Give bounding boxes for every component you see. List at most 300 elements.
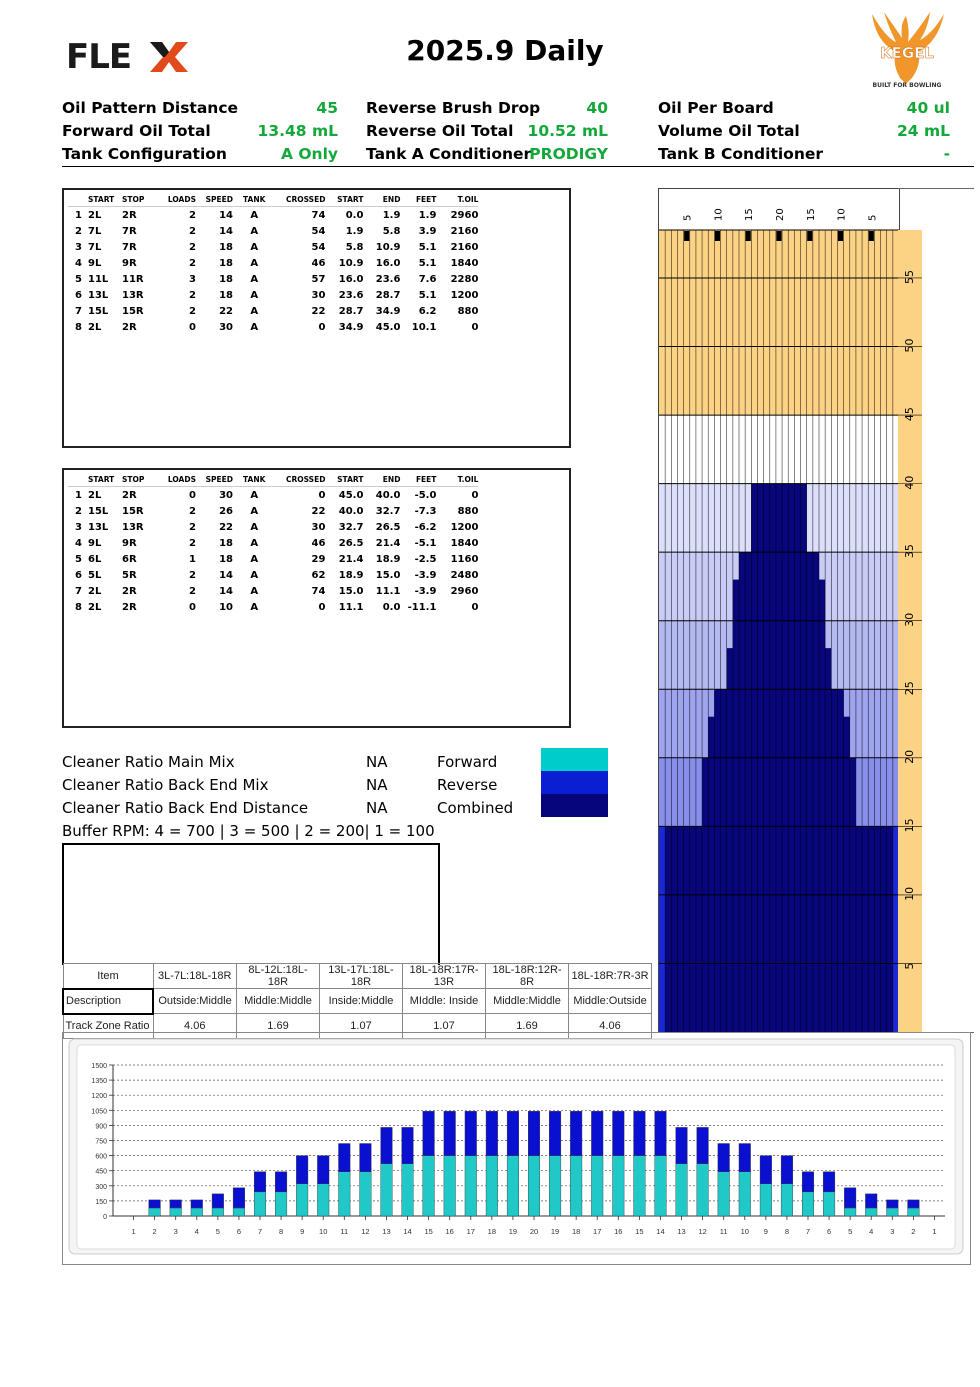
load-cell: 1200 — [450, 289, 479, 301]
load-cell: 3 — [75, 241, 82, 253]
load-row — [68, 535, 478, 551]
load-cell: 5.8 — [345, 241, 364, 253]
load-cell: 21.4 — [375, 537, 401, 549]
load-cell: 5.1 — [418, 241, 437, 253]
load-cell: 0 — [318, 489, 326, 501]
bar-segment — [570, 1156, 582, 1216]
load-cell: -11.1 — [407, 601, 437, 613]
bar-segment — [570, 1111, 582, 1155]
load-cell: 0 — [318, 321, 326, 333]
distance-label: 50 — [903, 338, 916, 353]
legend-combined-swatch — [541, 794, 608, 817]
bar-segment — [381, 1164, 393, 1216]
load-cell: -2.5 — [414, 553, 437, 565]
x-tick-label: 6 — [236, 1227, 242, 1236]
cleaner-main-mix-label: Cleaner Ratio Main Mix — [62, 753, 235, 771]
load-cell: 0 — [189, 321, 196, 333]
load-cell: 74 — [311, 209, 326, 221]
load-cell: 1 — [189, 553, 196, 565]
load-cell: A — [250, 273, 259, 285]
load-cell: 1160 — [450, 553, 479, 565]
bar-segment — [296, 1156, 308, 1184]
board-number: 10 — [713, 208, 725, 221]
summary-label: Reverse Oil Total — [366, 122, 514, 140]
load-cell: 880 — [457, 505, 479, 517]
target-arrow — [838, 231, 843, 241]
column-header: LOADS — [156, 473, 196, 487]
load-cell: 15.0 — [375, 569, 401, 581]
load-cell: 2 — [75, 505, 82, 517]
x-tick-label: 16 — [614, 1227, 623, 1236]
load-cell: 0.0 — [345, 209, 364, 221]
cleaner-back-end-mix-value: NA — [366, 776, 388, 794]
bar-segment — [423, 1111, 435, 1155]
board-number: 5 — [867, 214, 879, 221]
x-tick-label: 3 — [890, 1227, 895, 1236]
legend-reverse-label: Reverse — [437, 776, 498, 794]
x-tick-label: 10 — [740, 1227, 749, 1236]
load-cell: 54 — [311, 241, 326, 253]
load-cell: 6.2 — [418, 305, 437, 317]
load-cell: 1 — [75, 489, 82, 501]
load-row — [68, 239, 478, 255]
distance-label: 45 — [903, 407, 916, 422]
track-zone-header: 8L-12L:18L-18R — [237, 964, 320, 989]
load-cell: 18 — [219, 273, 233, 285]
x-tick-label: 4 — [869, 1227, 874, 1236]
summary-label: Forward Oil Total — [62, 122, 211, 140]
load-cell: A — [250, 553, 259, 565]
x-tick-label: 8 — [784, 1227, 790, 1236]
load-cell: 1840 — [450, 537, 479, 549]
load-cell: 45.0 — [375, 321, 401, 333]
bar-segment — [275, 1192, 287, 1216]
target-arrow — [715, 231, 720, 241]
load-cell: 30 — [219, 321, 233, 333]
bar-segment — [760, 1184, 772, 1216]
load-cell: 5.8 — [382, 225, 401, 237]
load-cell: 30 — [219, 489, 233, 501]
load-row — [68, 487, 478, 504]
load-cell: A — [250, 537, 259, 549]
summary-value: 40 ul — [906, 99, 950, 117]
x-tick-label: 18 — [571, 1227, 581, 1236]
load-cell: 8 — [75, 321, 82, 333]
track-zone-description: Outside:Middle — [153, 989, 237, 1014]
bar-segment — [676, 1127, 688, 1163]
bar-segment — [718, 1172, 730, 1216]
load-cell: 2L — [88, 209, 102, 221]
load-cell: -5.1 — [414, 537, 437, 549]
load-cell: 5L — [88, 569, 102, 581]
load-cell: A — [250, 257, 259, 269]
distance-label: 5 — [903, 962, 916, 970]
column-header: T.OIL — [436, 473, 478, 487]
load-cell: 18 — [219, 257, 233, 269]
cleaner-main-mix-value: NA — [366, 753, 388, 771]
bar-segment — [212, 1208, 224, 1216]
bar-segment — [191, 1208, 203, 1216]
load-cell: 13L — [88, 521, 109, 533]
x-tick-label: 1 — [131, 1227, 136, 1236]
x-tick-label: 5 — [215, 1227, 220, 1236]
track-zone-ratio: 1.07 — [320, 1014, 403, 1039]
load-cell: 16.0 — [338, 273, 364, 285]
summary-label: Oil Pattern Distance — [62, 99, 239, 117]
load-cell: 7 — [75, 585, 82, 597]
bar-segment — [697, 1127, 709, 1163]
bar-segment — [591, 1111, 603, 1155]
summary-label: Oil Per Board — [658, 99, 774, 117]
distance-label: 20 — [903, 749, 916, 764]
load-cell: 6 — [75, 289, 82, 301]
load-cell: 46 — [311, 537, 326, 549]
column-header: STOP — [118, 473, 156, 487]
load-cell: 1.9 — [345, 225, 364, 237]
x-tick-label: 8 — [278, 1227, 284, 1236]
load-cell: 2 — [189, 505, 196, 517]
load-cell: 10 — [219, 601, 233, 613]
bar-segment — [254, 1172, 266, 1192]
load-row — [68, 223, 478, 239]
bar-segment — [781, 1184, 793, 1216]
bar-segment — [317, 1156, 329, 1184]
load-cell: 34.9 — [338, 321, 364, 333]
load-row — [68, 287, 478, 303]
bar-segment — [465, 1111, 477, 1155]
track-zone-description: Middle:Outside — [569, 989, 652, 1014]
load-cell: 9L — [88, 537, 102, 549]
x-tick-label: 16 — [445, 1227, 454, 1236]
bar-segment — [865, 1194, 877, 1208]
track-zone-description: MIddle: Inside — [403, 989, 486, 1014]
load-cell: 2L — [88, 321, 102, 333]
load-cell: -3.9 — [414, 569, 437, 581]
load-cell: 6L — [88, 553, 102, 565]
load-cell: 2 — [189, 241, 196, 253]
load-cell: 26 — [219, 505, 233, 517]
load-cell: 23.6 — [375, 273, 401, 285]
load-cell: 6 — [75, 569, 82, 581]
summary-value: 10.52 mL — [527, 122, 608, 140]
bar-segment — [254, 1192, 266, 1216]
bar-segment — [613, 1156, 625, 1216]
x-tick-label: 13 — [677, 1227, 686, 1236]
load-cell: 2R — [122, 321, 137, 333]
load-cell: 1 — [75, 209, 82, 221]
bar-segment — [802, 1172, 814, 1192]
legend-forward-label: Forward — [437, 753, 498, 771]
load-cell: 5 — [75, 273, 82, 285]
load-cell: 2960 — [450, 585, 479, 597]
target-arrow — [776, 231, 781, 241]
reverse-loads-panel — [62, 468, 571, 728]
x-tick-label: 15 — [424, 1227, 433, 1236]
track-zone-ratio: 1.69 — [237, 1014, 320, 1039]
distance-scale — [898, 188, 974, 1033]
load-cell: -7.3 — [414, 505, 437, 517]
summary-label: Volume Oil Total — [658, 122, 800, 140]
notes-box — [62, 843, 440, 965]
load-cell: 5.1 — [418, 289, 437, 301]
load-cell: 15L — [88, 505, 109, 517]
load-cell: 2480 — [450, 569, 479, 581]
bar-segment — [823, 1192, 835, 1216]
load-cell: 880 — [457, 305, 479, 317]
load-cell: A — [250, 305, 259, 317]
kegel-tagline: BUILT FOR BOWLING — [872, 82, 942, 89]
bar-segment — [465, 1156, 477, 1216]
distance-label: 10 — [903, 886, 916, 901]
load-cell: 11.1 — [375, 585, 401, 597]
bar-segment — [486, 1111, 498, 1155]
bar-segment — [697, 1164, 709, 1216]
bar-segment — [655, 1156, 667, 1216]
load-cell: A — [250, 569, 259, 581]
y-tick-label: 300 — [95, 1183, 107, 1191]
y-tick-label: 0 — [103, 1214, 107, 1221]
load-cell: 2 — [189, 537, 196, 549]
load-cell: 2160 — [450, 225, 479, 237]
bar-segment — [212, 1194, 224, 1208]
load-cell: 9L — [88, 257, 102, 269]
track-zone-ratio: 1.07 — [403, 1014, 486, 1039]
bar-segment — [887, 1208, 899, 1216]
target-arrow — [807, 231, 812, 241]
cleaner-back-end-distance-label: Cleaner Ratio Back End Distance — [62, 799, 309, 817]
x-tick-label: 4 — [194, 1227, 199, 1236]
column-header: LOADS — [156, 193, 196, 207]
legend-combined-label: Combined — [437, 799, 514, 817]
track-zone-header: Item — [63, 964, 153, 989]
track-zone-header: 18L-18R:17R-13R — [403, 964, 486, 989]
load-cell: 18 — [219, 241, 233, 253]
load-cell: 2 — [189, 585, 196, 597]
track-zone-description: Middle:Middle — [237, 989, 320, 1014]
load-cell: 13R — [122, 521, 144, 533]
load-cell: 22 — [219, 305, 233, 317]
y-tick-label: 600 — [95, 1153, 107, 1161]
bar-segment — [170, 1208, 182, 1216]
bar-segment — [676, 1164, 688, 1216]
x-tick-label: 17 — [593, 1227, 602, 1236]
x-tick-label: 7 — [257, 1227, 263, 1236]
column-header: CROSSED — [265, 473, 325, 487]
load-cell: 9R — [122, 257, 137, 269]
board-number: 20 — [775, 208, 786, 221]
load-cell: 2R — [122, 585, 137, 597]
load-cell: 10.1 — [411, 321, 437, 333]
forward-loads-table — [68, 193, 478, 335]
track-zone-header: 18L-18R:7R-3R — [569, 964, 652, 989]
load-cell: 23.6 — [338, 289, 364, 301]
load-row — [68, 303, 478, 319]
load-row — [68, 207, 478, 224]
load-cell: -5.0 — [414, 489, 437, 501]
load-cell: 2R — [122, 489, 137, 501]
bar-segment — [275, 1172, 287, 1192]
load-cell: 40.0 — [338, 505, 364, 517]
y-tick-label: 150 — [95, 1198, 107, 1206]
load-cell: 45.0 — [338, 489, 364, 501]
cleaner-back-end-distance-value: NA — [366, 799, 388, 817]
load-cell: 11L — [88, 273, 109, 285]
load-cell: A — [250, 489, 259, 501]
load-cell: 15.0 — [338, 585, 364, 597]
distance-label: 15 — [903, 818, 916, 833]
load-row — [68, 255, 478, 271]
lane-dry-backend — [659, 230, 899, 415]
load-cell: 26.5 — [375, 521, 401, 533]
load-cell: 2 — [189, 225, 196, 237]
bar-segment — [149, 1208, 161, 1216]
load-cell: 3 — [189, 273, 196, 285]
load-cell: 46 — [311, 257, 326, 269]
x-tick-label: 7 — [805, 1227, 811, 1236]
bar-segment — [233, 1208, 245, 1216]
load-cell: 3 — [75, 521, 82, 533]
bar-segment — [739, 1172, 751, 1216]
load-cell: 10.9 — [375, 241, 401, 253]
x-tick-label: 10 — [319, 1227, 328, 1236]
load-cell: 2 — [189, 569, 196, 581]
load-cell: 15R — [122, 305, 144, 317]
column-header: START — [82, 473, 118, 487]
load-cell: 14 — [219, 225, 233, 237]
load-cell: A — [250, 209, 259, 221]
load-cell: 0 — [318, 601, 326, 613]
load-cell: 2L — [88, 601, 102, 613]
load-cell: 7R — [122, 241, 137, 253]
load-row — [68, 503, 478, 519]
oil-per-board-chart — [62, 1032, 971, 1265]
track-zone-description: Middle:Middle — [486, 989, 569, 1014]
load-cell: 6R — [122, 553, 137, 565]
load-cell: 28.7 — [375, 289, 401, 301]
x-tick-label: 14 — [656, 1227, 665, 1236]
load-cell: 13L — [88, 289, 109, 301]
load-cell: A — [250, 601, 259, 613]
summary-value: PRODIGY — [529, 145, 608, 163]
load-cell: 26.5 — [338, 537, 364, 549]
lane-oil-graph — [658, 188, 900, 1033]
target-arrow — [869, 231, 874, 241]
y-tick-label: 1050 — [91, 1108, 107, 1116]
bar-segment — [781, 1156, 793, 1184]
x-tick-label: 14 — [403, 1227, 412, 1236]
load-cell: 2 — [75, 225, 82, 237]
bar-segment — [634, 1156, 646, 1216]
summary-label: Tank B Conditioner — [658, 145, 824, 163]
bar-segment — [634, 1111, 646, 1155]
bar-segment — [549, 1156, 561, 1216]
distance-label: 55 — [903, 269, 916, 284]
track-zone-description: Description — [63, 989, 153, 1014]
y-tick-label: 1500 — [91, 1063, 107, 1070]
load-cell: A — [250, 225, 259, 237]
target-arrow — [684, 231, 689, 241]
bar-segment — [528, 1111, 540, 1155]
load-cell: 30 — [311, 289, 326, 301]
x-tick-label: 11 — [340, 1227, 349, 1236]
kegel-logo — [866, 8, 948, 90]
bar-segment — [360, 1172, 372, 1216]
lane-oil-block — [665, 826, 893, 1032]
bar-segment — [360, 1144, 372, 1172]
column-header: END — [363, 473, 400, 487]
board-number: 15 — [805, 208, 817, 221]
summary-value: 40 — [586, 99, 608, 117]
load-cell: 62 — [311, 569, 326, 581]
column-header: T.OIL — [436, 193, 478, 207]
load-cell: 11R — [122, 273, 144, 285]
cleaner-back-end-mix-label: Cleaner Ratio Back End Mix — [62, 776, 269, 794]
y-tick-label: 1200 — [91, 1093, 107, 1101]
load-cell: 57 — [311, 273, 326, 285]
bar-segment — [402, 1164, 414, 1216]
column-header: START — [325, 193, 363, 207]
summary-label: Tank Configuration — [62, 145, 227, 163]
load-cell: 22 — [311, 305, 326, 317]
load-cell: 22 — [311, 505, 326, 517]
load-cell: 0 — [189, 489, 196, 501]
page-title: 2025.9 Daily — [406, 34, 604, 67]
summary-label: Reverse Brush Drop — [366, 99, 541, 117]
x-tick-label: 19 — [550, 1227, 560, 1236]
bar-segment — [549, 1111, 561, 1155]
column-header — [68, 193, 82, 207]
x-tick-label: 19 — [508, 1227, 518, 1236]
bar-segment — [739, 1144, 751, 1172]
bar-segment — [317, 1184, 329, 1216]
summary-value: 45 — [316, 99, 338, 117]
x-tick-label: 12 — [698, 1227, 707, 1236]
svg-text:FLE: FLE — [66, 37, 132, 76]
load-cell: 18 — [219, 537, 233, 549]
lane-forward-edge — [659, 415, 899, 484]
load-cell: 2 — [189, 289, 196, 301]
load-row — [68, 319, 478, 335]
track-zone-ratio: 4.06 — [153, 1014, 237, 1039]
pattern-summary — [62, 98, 974, 167]
load-cell: 32.7 — [375, 505, 401, 517]
load-cell: 18.9 — [338, 569, 364, 581]
bar-segment — [191, 1200, 203, 1208]
load-cell: 40.0 — [375, 489, 401, 501]
load-cell: 7.6 — [418, 273, 437, 285]
x-tick-label: 12 — [361, 1227, 370, 1236]
y-tick-label: 450 — [95, 1168, 107, 1176]
column-header: END — [363, 193, 400, 207]
summary-label: Tank A Conditioner — [366, 145, 532, 163]
load-cell: 2 — [189, 209, 196, 221]
load-cell: 18 — [219, 289, 233, 301]
bar-segment — [507, 1156, 519, 1216]
column-header: SPEED — [196, 473, 233, 487]
load-row — [68, 583, 478, 599]
load-cell: 34.9 — [375, 305, 401, 317]
load-cell: 5R — [122, 569, 137, 581]
board-number: 15 — [744, 208, 756, 221]
x-tick-label: 20 — [529, 1227, 539, 1236]
load-cell: 14 — [219, 569, 233, 581]
flex-logo — [66, 36, 190, 76]
column-header: TANK — [233, 193, 265, 207]
column-header: START — [325, 473, 363, 487]
x-tick-label: 18 — [487, 1227, 497, 1236]
load-cell: 5.1 — [418, 257, 437, 269]
load-cell: 2160 — [450, 241, 479, 253]
